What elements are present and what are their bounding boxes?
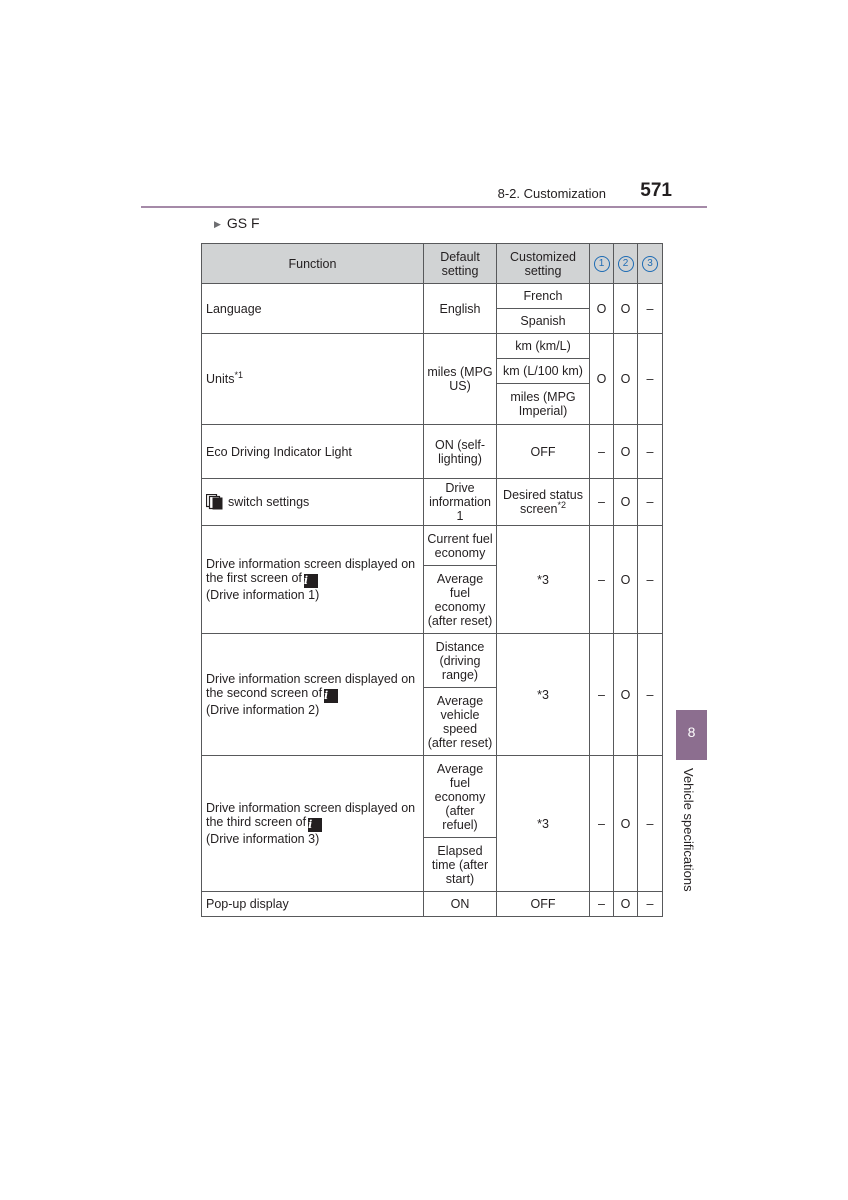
function-label: switch settings [228,495,310,509]
cell-default: English [424,284,497,334]
function-line: (Drive information 1) [206,588,320,602]
cell-col3: – [638,892,663,917]
info-icon: i [304,574,318,588]
cell-function [202,479,424,526]
table-row-switch [202,479,663,526]
cell-col2: O [614,634,638,756]
table-row-units [202,334,663,359]
cell-col2: O [614,526,638,634]
table-row-eco [202,425,663,479]
cell-customized: *3 [497,526,590,634]
chapter-label: Vehicle specifications [681,768,696,892]
chapter-number: 8 [687,724,696,740]
cell-col1: – [590,892,614,917]
cell-col1: O [590,334,614,425]
cell-customized: OFF [497,892,590,917]
table-row-language [202,284,663,309]
cell-default: Average fuel economy (after refuel) [424,756,497,838]
table-row-drive3 [202,756,663,838]
footnote-ref: *1 [234,369,243,380]
cell-option: French [497,284,590,309]
cell-customized: *3 [497,634,590,756]
cell-default: Current fuel economy [424,526,497,566]
cell-default: Distance (driving range) [424,634,497,688]
info-icon: i [324,689,338,703]
variant-title: GS F [226,215,260,231]
function-line: Drive information screen displayed on [206,557,416,571]
header-customized: Customized setting [497,244,590,284]
cell-customized: *3 [497,756,590,892]
cell-col3: – [638,425,663,479]
table-header-row [202,244,663,284]
cell-col3: – [638,334,663,425]
header-col1 [590,244,614,284]
cell-col3: – [638,284,663,334]
function-line: (Drive information 3) [206,832,320,846]
header-col2 [614,244,638,284]
cell-col3: – [638,634,663,756]
cell-option: km (km/L) [497,334,590,359]
table-row-popup [202,892,663,917]
circled-number-2: 2 [618,256,634,272]
screens-icon [206,494,224,510]
cell-function: Language [202,284,424,334]
cell-function [202,334,424,425]
cell-default: miles (MPG US) [424,334,497,425]
cell-col1: – [590,479,614,526]
table-row-drive1 [202,526,663,566]
cell-col2: O [614,479,638,526]
cell-col1: – [590,526,614,634]
function-line: Drive information screen displayed on [206,801,416,815]
cell-option: miles (MPG Imperial) [497,384,590,425]
cell-function: Eco Driving Indicator Light [202,425,424,479]
info-icon: i [308,818,322,832]
function-line: the second screen of [206,686,323,700]
cell-col2: O [614,756,638,892]
customized-label: Desired status screen [503,488,583,516]
function-line: (Drive information 2) [206,703,320,717]
circled-number-3: 3 [642,256,658,272]
header-rule [141,206,707,208]
footnote-ref: *2 [557,499,567,510]
function-line: Drive information screen displayed on [206,672,416,686]
cell-function [202,756,424,892]
variant-heading [214,215,260,231]
header-col3 [638,244,663,284]
cell-customized: OFF [497,425,590,479]
cell-customized [497,479,590,526]
table-row-drive2 [202,634,663,688]
cell-col2: O [614,334,638,425]
cell-default: Average fuel economy (after reset) [424,566,497,634]
function-line: the third screen of [206,815,307,829]
cell-col3: – [638,479,663,526]
cell-function [202,526,424,634]
cell-col1: O [590,284,614,334]
function-label: Units [206,372,235,386]
cell-col3: – [638,756,663,892]
function-line: the first screen of [206,571,302,585]
cell-col1: – [590,425,614,479]
triangle-bullet-icon: ▶ [214,219,221,229]
section-title: 8-2. Customization [497,186,606,201]
cell-default: Drive information 1 [424,479,497,526]
cell-col1: – [590,634,614,756]
header-default: Default setting [424,244,497,284]
cell-default: ON (self-lighting) [424,425,497,479]
page-number: 571 [640,180,672,201]
cell-col2: O [614,425,638,479]
cell-function: Pop-up display [202,892,424,917]
cell-col2: O [614,892,638,917]
chapter-tab [676,710,707,760]
cell-col2: O [614,284,638,334]
cell-default: Average vehicle speed (after reset) [424,688,497,756]
cell-option: Spanish [497,309,590,334]
header-function: Function [202,244,424,284]
cell-default: Elapsed time (after start) [424,838,497,892]
customization-table [201,243,663,917]
cell-col3: – [638,526,663,634]
circled-number-1: 1 [594,256,610,272]
cell-function [202,634,424,756]
cell-default: ON [424,892,497,917]
cell-col1: – [590,756,614,892]
cell-option: km (L/100 km) [497,359,590,384]
